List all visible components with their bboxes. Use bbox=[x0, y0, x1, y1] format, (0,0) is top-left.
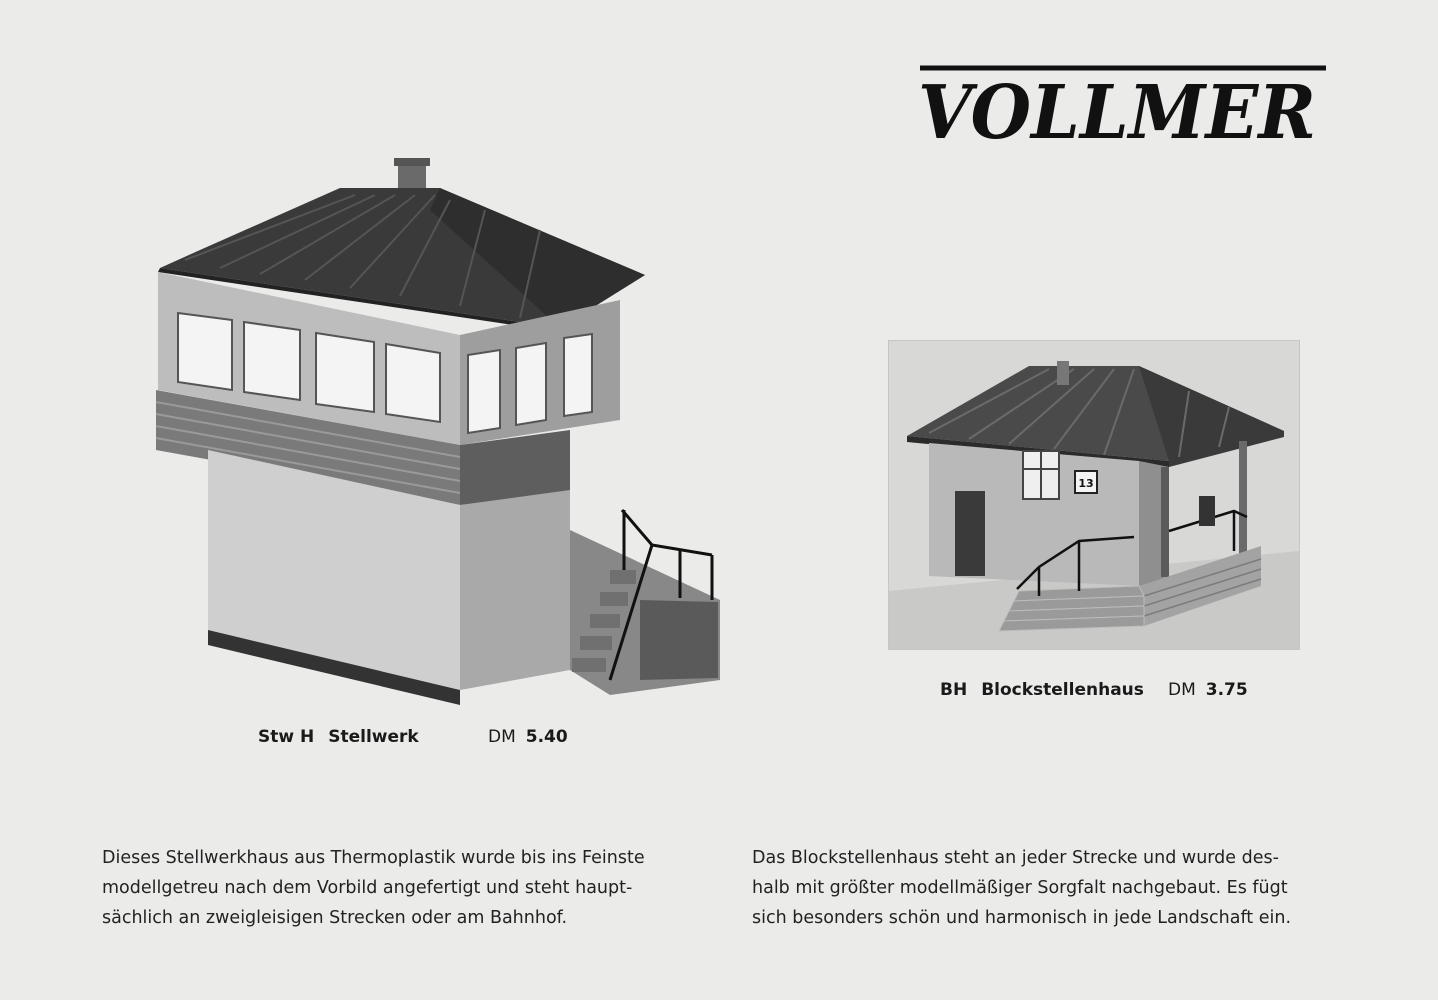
description-line: Dieses Stellwerkhaus aus Thermoplastik wurde bis ins Feinste bbox=[102, 848, 645, 868]
price-value: 3.75 bbox=[1205, 680, 1248, 700]
description-line: modellgetreu nach dem Vorbild angefertigt und steht haupt- bbox=[102, 878, 633, 898]
description-line: sich besonders schön und harmonisch in jede Landschaft ein. bbox=[752, 908, 1292, 928]
description-line: Das Blockstellenhaus steht an jeder Strecke und wurde des- bbox=[752, 848, 1279, 868]
price-value: 5.40 bbox=[525, 727, 568, 747]
blockstellenhaus-description bbox=[752, 843, 1342, 933]
product-name: Stellwerk bbox=[328, 727, 419, 747]
sign-number: 13 bbox=[1078, 477, 1094, 490]
product-price bbox=[1168, 680, 1248, 700]
product-price bbox=[488, 727, 568, 747]
description-line: sächlich an zweigleisigen Strecken oder am Bahnhof. bbox=[102, 908, 568, 928]
price-currency: DM bbox=[1168, 680, 1196, 700]
price-currency: DM bbox=[488, 727, 516, 747]
blockstellenhaus-caption bbox=[940, 680, 1248, 700]
description-line: halb mit größter modellmäßiger Sorgfalt nachgebaut. Es fügt bbox=[752, 878, 1288, 898]
vollmer-logo bbox=[910, 62, 1330, 150]
product-code: Stw H bbox=[258, 727, 315, 747]
stellwerk-caption bbox=[258, 727, 568, 747]
stellwerk-description bbox=[102, 843, 690, 933]
product-name: Blockstellenhaus bbox=[981, 680, 1144, 700]
logo-text: VOLLMER bbox=[918, 70, 1316, 150]
blockstellenhaus-model-image bbox=[888, 340, 1300, 650]
product-code: BH bbox=[940, 680, 968, 700]
stellwerk-model-image bbox=[140, 150, 730, 710]
